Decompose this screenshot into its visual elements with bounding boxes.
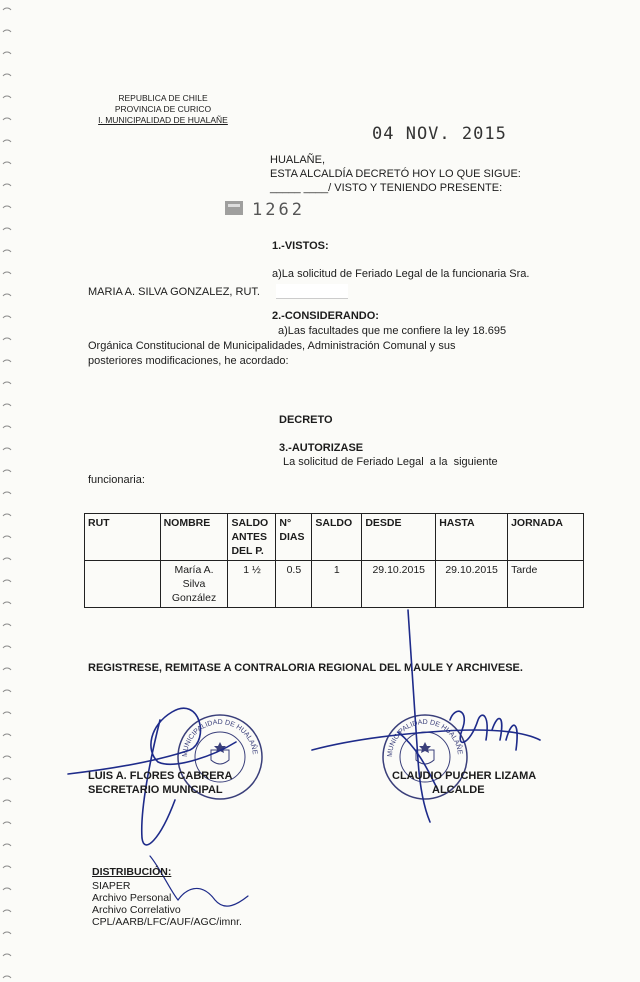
td-desde: 29.10.2015 — [362, 561, 436, 608]
leave-table — [84, 513, 584, 608]
distribution-heading: DISTRIBUCIÓN: — [92, 866, 172, 878]
vistos-line2: MARIA A. SILVA GONZALEZ, RUT. — [88, 286, 260, 298]
td-saldo: 1 — [312, 561, 362, 608]
autorizase-heading: 3.-AUTORIZASE — [279, 442, 364, 454]
letterhead — [78, 93, 248, 126]
intro-place: HUALAÑE, — [270, 154, 326, 166]
intro-visto-line — [270, 181, 502, 195]
considerando-line3: posteriores modificaciones, he acordado: — [88, 355, 289, 367]
th-rut: RUT — [85, 514, 161, 561]
th-jornada: JORNADA — [508, 514, 584, 561]
autorizase-line2: funcionaria: — [88, 474, 145, 486]
signer-right-title: ALCALDE — [432, 784, 485, 796]
letterhead-municipality: I. MUNICIPALIDAD DE HUALAÑE — [98, 115, 228, 125]
considerando-line2: Orgánica Constitucional de Municipalidades, Administración Comunal y sus — [88, 340, 456, 352]
signer-right-name: CLAUDIO PUCHER LIZAMA — [392, 770, 537, 782]
td-jornada: Tarde — [508, 561, 584, 608]
th-hasta: HASTA — [436, 514, 508, 561]
closing-statement: REGISTRESE, REMITASE A CONTRALORIA REGIONAL DEL MAULE Y ARCHIVESE. — [88, 662, 523, 674]
td-nombre: María A. Silva González — [160, 561, 228, 608]
table-header-row — [85, 514, 584, 561]
list-item: Archivo Correlativo — [92, 904, 181, 916]
letterhead-province: PROVINCIA DE CURICO — [114, 104, 212, 114]
distribution-list — [92, 880, 242, 928]
decreto-heading: DECRETO — [279, 414, 333, 426]
letterhead-country: REPUBLICA DE CHILE — [118, 93, 208, 103]
stamp-mark-icon — [223, 198, 247, 220]
list-item: Archivo Personal — [92, 892, 172, 904]
th-dias: N° DIAS — [276, 514, 312, 561]
vistos-line1: a)La solicitud de Feriado Legal de la funcionaria Sra. — [272, 268, 530, 280]
td-dias: 0.5 — [276, 561, 312, 608]
redacted-rut — [276, 284, 348, 299]
seal-left-text: MUNICIPALIDAD DE HUALAÑE — [181, 718, 258, 758]
intro-visto-text: VISTO Y TENIENDO PRESENTE: — [334, 182, 503, 194]
td-saldo-antes: 1 ½ — [228, 561, 276, 608]
autorizase-line1: La solicitud de Feriado Legal a la siguiente — [283, 456, 498, 468]
list-item: SIAPER — [92, 880, 131, 892]
th-desde: DESDE — [362, 514, 436, 561]
th-saldo-antes: SALDO ANTES DEL P. — [228, 514, 276, 561]
seal-right-text: MUNICIPALIDAD DE HUALAÑE — [386, 718, 463, 758]
list-item: CPL/AARB/LFC/AUF/AGC/imnr. — [92, 916, 242, 928]
signer-left-name: LUIS A. FLORES CABRERA — [88, 770, 233, 782]
date-stamp: 04 NOV. 2015 — [372, 124, 507, 144]
td-hasta: 29.10.2015 — [436, 561, 508, 608]
signer-left-title: SECRETARIO MUNICIPAL — [88, 784, 223, 796]
th-saldo: SALDO — [312, 514, 362, 561]
vistos-heading: 1.-VISTOS: — [272, 240, 329, 252]
considerando-heading: 2.-CONSIDERANDO: — [272, 310, 379, 322]
considerando-line1: a)Las facultades que me confiere la ley 18.695 — [278, 325, 507, 337]
th-nombre: NOMBRE — [160, 514, 228, 561]
intro-blank: _____ ____/ — [270, 182, 332, 194]
decree-number: 1262 — [252, 200, 305, 220]
intro-decree-line: ESTA ALCALDÍA DECRETÓ HOY LO QUE SIGUE: — [270, 168, 521, 180]
